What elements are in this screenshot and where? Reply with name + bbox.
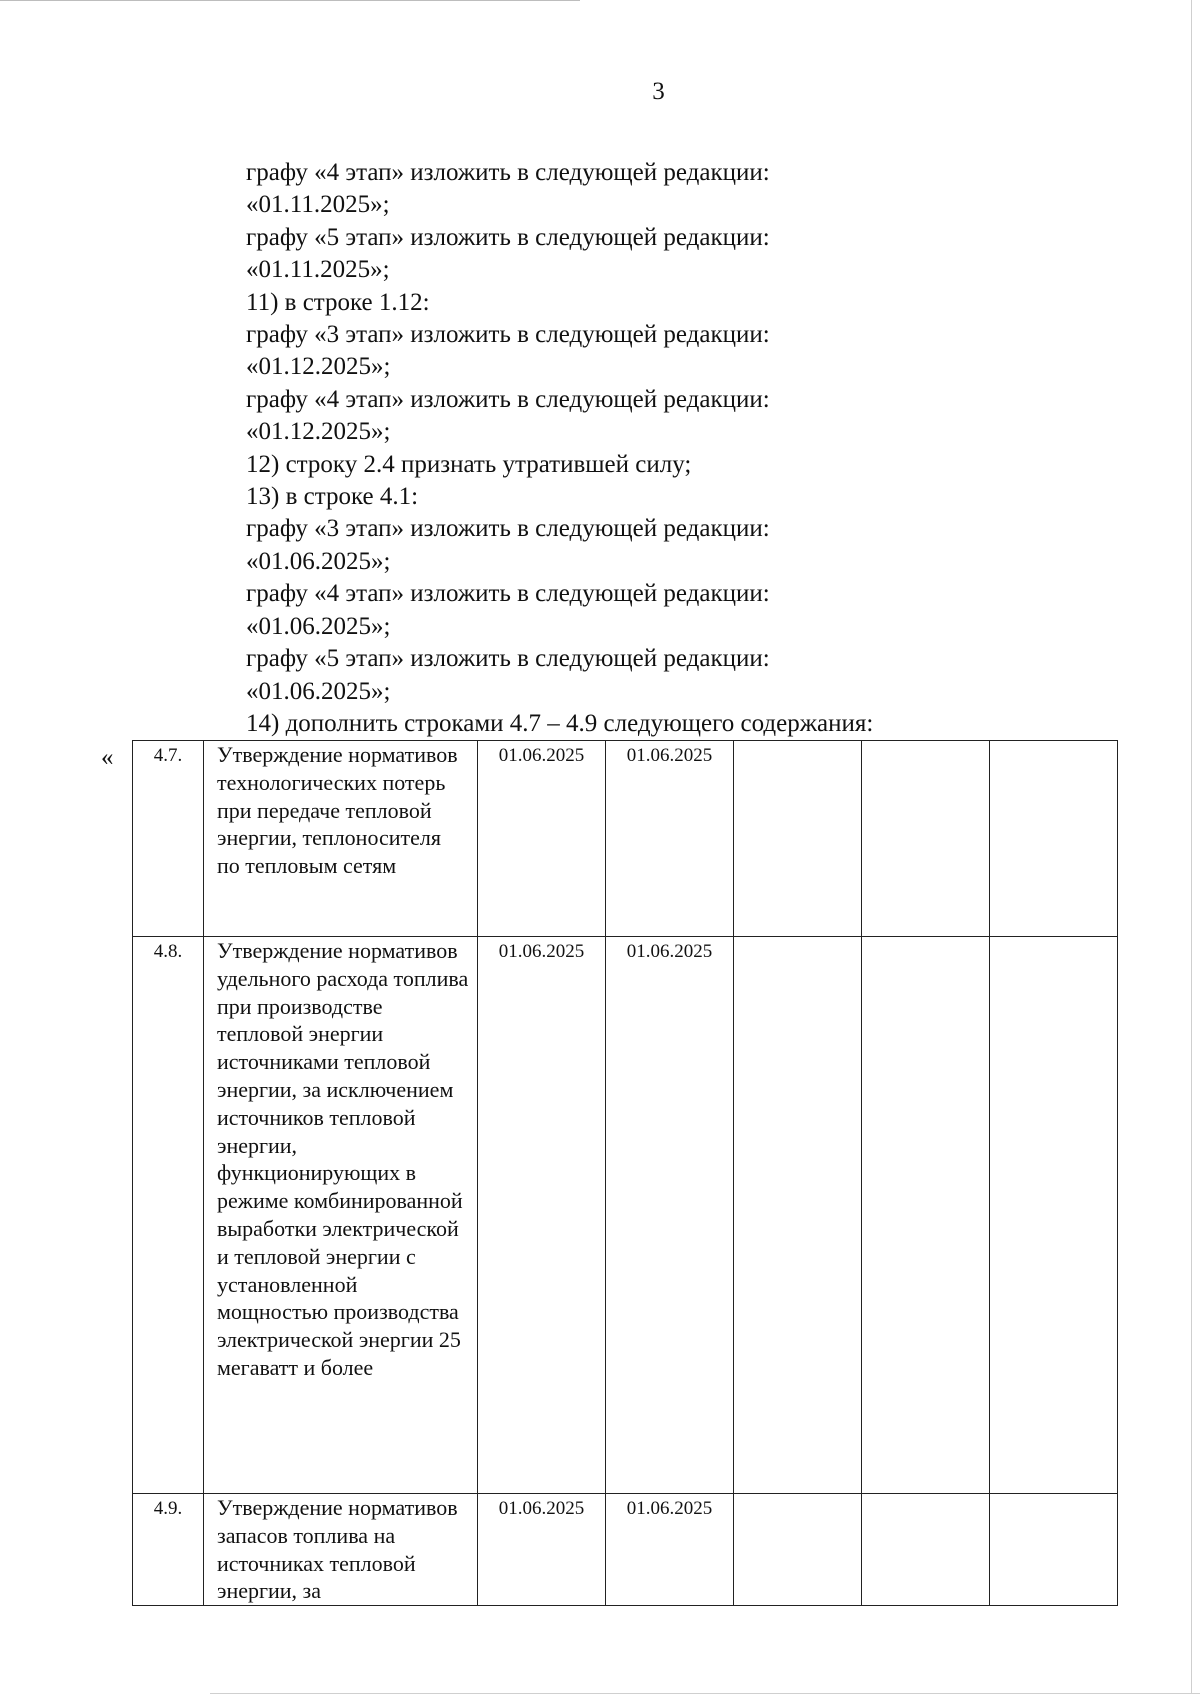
empty-cell (862, 741, 990, 937)
empty-cell (990, 741, 1118, 937)
empty-cell (990, 1494, 1118, 1606)
stage-date-cell: 01.06.2025 (478, 741, 606, 937)
paragraph-line: 11) в строке 1.12: (246, 288, 430, 316)
paragraph-line: 12) строку 2.4 признать утратившей силу; (246, 450, 692, 478)
empty-cell (990, 937, 1118, 1494)
scan-edge-top (0, 0, 580, 1)
opening-quote: « (101, 744, 114, 771)
stage-date-cell: 01.06.2025 (606, 1494, 734, 1606)
table-row (133, 937, 1118, 1494)
paragraph-line: графу «5 этап» изложить в следующей редакции: (246, 645, 770, 673)
empty-cell (862, 1494, 990, 1606)
paragraph-line: «01.12.2025»; (246, 418, 391, 446)
amendment-table (132, 740, 1118, 1606)
empty-cell (862, 937, 990, 1494)
row-description: Утверждение нормативов запасов топлива на источниках тепловой энергии, за (204, 1494, 478, 1606)
paragraph-line: «01.06.2025»; (246, 677, 391, 705)
paragraph-line: графу «3 этап» изложить в следующей редакции: (246, 321, 770, 349)
paragraph-line: «01.12.2025»; (246, 353, 391, 381)
row-number: 4.7. (133, 741, 204, 937)
paragraph-line: «01.06.2025»; (246, 547, 391, 575)
stage-date-cell: 01.06.2025 (606, 937, 734, 1494)
table-row (133, 1494, 1118, 1606)
stage-date-cell: 01.06.2025 (478, 937, 606, 1494)
paragraph-line: 13) в строке 4.1: (246, 483, 419, 511)
body-text (246, 157, 873, 740)
paragraph-line: 14) дополнить строками 4.7 – 4.9 следующего содержания: (246, 709, 874, 737)
paragraph-line: графу «4 этап» изложить в следующей редакции: (246, 159, 770, 186)
row-description: Утверждение нормативов технологических потерь при передаче тепловой энергии, теплоносителя по тепловым сетям (204, 741, 478, 937)
scan-edge-right (1191, 0, 1192, 1694)
empty-cell (734, 741, 862, 937)
row-description: Утверждение нормативов удельного расхода топлива при производстве тепловой энергии источниками тепловой энергии, за исключением источников тепловой энергии, функционирующих в режиме комбинированной выработки электрической и тепловой энергии с установленной мощностью производства электрической энергии 25 мегаватт и более (204, 937, 478, 1494)
row-number: 4.8. (133, 937, 204, 1494)
paragraph-line: графу «4 этап» изложить в следующей редакции: (246, 385, 770, 413)
paragraph-line: «01.06.2025»; (246, 612, 391, 640)
empty-cell (734, 937, 862, 1494)
paragraph-line: графу «4 этап» изложить в следующей редакции: (246, 580, 770, 608)
paragraph-line: «01.11.2025»; (246, 256, 390, 284)
paragraph-line: «01.11.2025»; (246, 191, 390, 219)
page-number: 3 (652, 78, 665, 105)
empty-cell (734, 1494, 862, 1606)
stage-date-cell: 01.06.2025 (606, 741, 734, 937)
stage-date-cell: 01.06.2025 (478, 1494, 606, 1606)
row-number: 4.9. (133, 1494, 204, 1606)
paragraph-line: графу «3 этап» изложить в следующей редакции: (246, 515, 770, 543)
paragraph-line: графу «5 этап» изложить в следующей редакции: (246, 223, 770, 251)
table-row (133, 741, 1118, 937)
